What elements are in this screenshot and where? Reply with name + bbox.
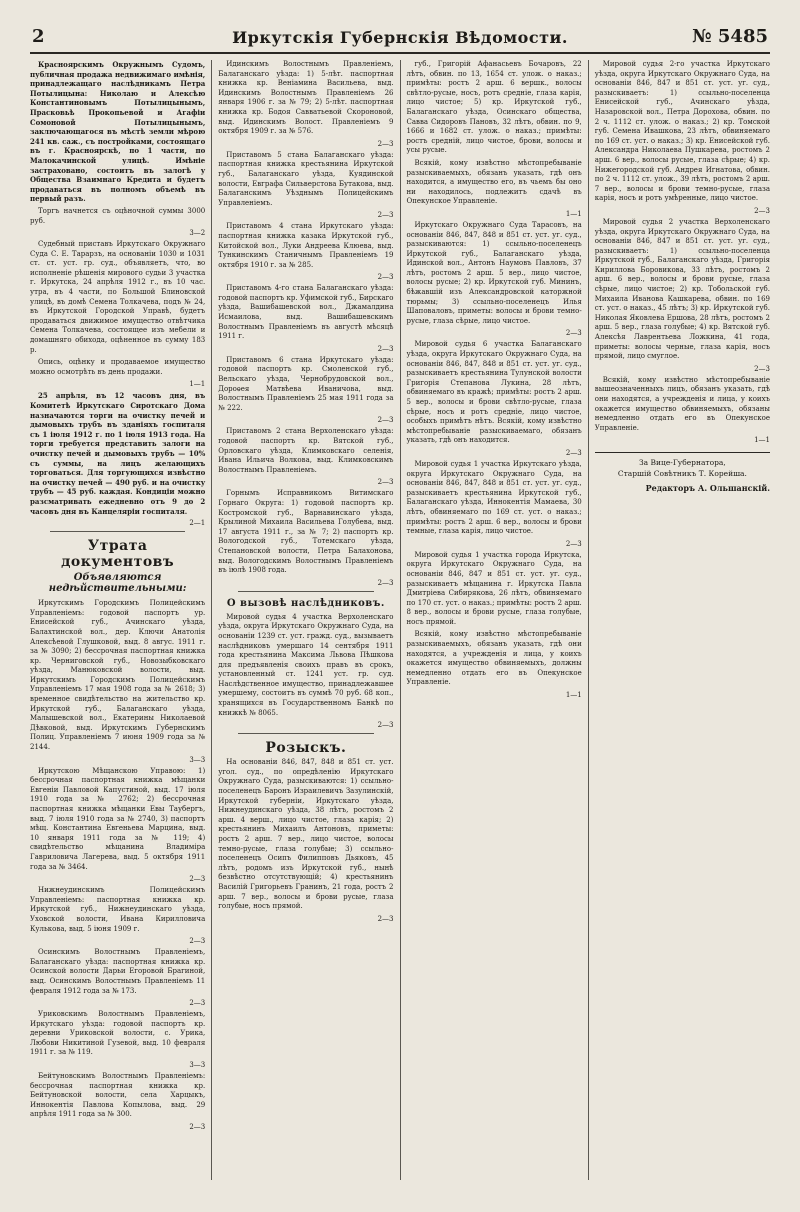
- notice-lost-document: Приставомъ 6 стана Иркутскаго уѣзда: годовой паспортъ кр. Смоленской губ., Вельскаго уѣзда, Чернобрудовской вол., Дороѳея Матвѣева Иваничова, выд. Волостнымъ Правленіемъ 25 мая 1911 года за № 222.: [218, 355, 394, 412]
- separator: 3—3: [189, 755, 206, 764]
- separator: 3—3: [189, 1061, 206, 1070]
- notice-court: Мировой судья 1 участка Иркутскаго уѣзда, округа Иркутскаго Окружнаго Суда, на основаніи 846, 847, 848 и 851 ст. уст. уг. суд., разыскиваетъ крестьянина Иркутской губ., Балаганскаго уѣзда, Иннокентія Мамаева, 30 лѣтъ, обвиняемаго по 169 ст. уст. о наказ.; примѣты: ростъ 2 арш. 6 вер., волосы и брови темные, глаза карія, лицо чистое.: [406, 459, 582, 536]
- column-3: [400, 60, 588, 1180]
- separator: 2—1: [189, 519, 206, 528]
- notice-lost-document: Бейтуновскимъ Волостнымъ Правленіемъ: бессрочная паспортная книжка кр. Бейтуновской волости, села Харцыкъ, Иннокентія Павлова Копылова, выд. 29 апрѣля 1911 года за № 300.: [30, 1072, 206, 1119]
- notice-auction-start: Торгъ начнется съ оцѣночной суммы 3000 руб.: [30, 206, 206, 225]
- separator: 1—1: [754, 436, 770, 445]
- columns: [30, 60, 770, 1180]
- divider: [50, 531, 185, 532]
- separator: 2—3: [189, 937, 206, 946]
- notice-lost-document: Осинскимъ Волостнымъ Правленіемъ, Балаганскаго уѣзда: паспортная книжка кр. Осинской волости Дарьи Егоровой Брагиной, выд. Осинскимъ Волостнымъ Правленіемъ 11 февраля 1912 года за № 173.: [30, 948, 206, 995]
- notice-lost-document: Иркутскимъ Городскимъ Полицейскимъ Управленіемъ: годовой паспортъ ур. Енисейской губ., Ачинскаго уѣзда, Балахтинской вол., дер. Ключи Анатолія Алексѣевой Глушковой, выд. 8 авгус. 1911 г. за № 3090; 2) бессрочная паспортная книжка кр. Черниговской губ., Новозыбковскаго уѣзда, Манюковской волости, выд. Иркутскимъ Городскимъ Полицейскимъ Управленіемъ 17 мая 1908 года за № 2618; 3) временное свидѣтельство на жительство кр. Иркутской губ., Балаганскаго уѣзда, Малышевской вол., Екатерины Николаевой Дѣвковой, выд. Иркутскимъ Губернскимъ Полиц. Управленіемъ 7 июня 1909 года за № 2144.: [30, 599, 206, 752]
- divider: [238, 591, 373, 592]
- signoff-line: За Вице-Губернатора,: [638, 458, 726, 468]
- notice-heirs: Мировой судья 4 участка Верхоленскаго уѣзда, округа Иркутскаго Окружнаго Суда, на основаніи 1239 ст. уст. гражд. суд., вызываетъ наслѣдниковъ умершаго 14 сентября 1911 года крестьянина Максима Львова Пѣшкова для предъявленія своихъ правъ въ срокъ, установленный ст. 1241 уст. гр. суд. Наслѣдственное имущество, принадлежавшее умершему, состоитъ въ суммѣ 70 руб. 68 коп., хранящихся въ Государственномъ Банкѣ по книжкѣ № 8065.: [218, 612, 394, 717]
- signoff-line: Старшій Совѣтникъ Т. Корейша.: [617, 469, 747, 479]
- notice-bailiff-note: Опись, оцѣнку и продаваемое имущество можно осмотрѣть въ день продажи.: [30, 358, 206, 376]
- notice-wanted: На основаніи 846, 847, 848 и 851 ст. уст. угол. суд., по опредѣленію Иркутскаго Окружнаго Суда, разыскиваются: 1) ссыльно-поселенецъ Баронъ Израилевичъ Зазулинскій, Иркутской губерніи, Иркутскаго уѣзда, Нижнеудинскаго уѣзда, 38 лѣтъ, ростомъ 2 арш. 4 верш., лицо чистое, глаза карія; 2) крестьянинъ Михаилъ Антоновъ, приметы: ростъ 2 арш. 7 вер., лицо чистое, волосы темно-русые, глаза голубые; 3) ссыльно-поселенецъ Осипъ Филипповъ Дьяковъ, 45 лѣтъ, родомъ изъ Иркутской губ., нынѣ безвѣстно отсутствующій; 4) крестьянинъ Василій Григорьевъ Гранинъ, 21 года, ростъ 2 арш. 7 вер., волосы и брови русые, глаза голубые, носъ прямой.: [218, 758, 394, 911]
- separator: 2—3: [377, 211, 394, 220]
- separator: 2—3: [189, 1123, 206, 1132]
- separator: 2—3: [565, 329, 582, 338]
- signoff: [595, 452, 770, 479]
- section-title-lost-documents: Утрата документовъ: [61, 538, 175, 571]
- column-4: [588, 60, 770, 1180]
- separator: 2—3: [377, 914, 394, 923]
- notice-lost-document: Уриковскимъ Волостнымъ Правленіемъ, Иркутскаго уѣзда: годовой паспортъ кр. деревни Уриковской волости, с. Урика, Любови Никитиной Гузевой, выд. 10 февраля 1911 г. за № 119.: [30, 1010, 206, 1057]
- editor-line: Редакторъ А. Ольшанскій.: [645, 483, 770, 494]
- separator: 1—1: [189, 380, 206, 389]
- notice-auction-court: Красноярскимъ Окружнымъ Судомъ, публичная продажа недвижимаго имѣнія, принадлежащаго наслѣдникамъ Петра Потылицына: Николаю и Алексѣю Константиновымъ Потылицынымъ, Прасковьѣ Прокопьевой и Агафіи Сомоновой Потылицынымъ, заключающагося въ мѣстѣ земли мѣрою 241 кв. саж., съ постройками, состоящаго въ г. Красноярскѣ, по 1 части, по Малокачинской улицѣ. Имѣніе застраховано, состоитъ въ залогѣ у Общества Взаимнаго Кредита и будетъ продаваться въ полномъ объемѣ въ первый разъ.: [30, 60, 206, 204]
- separator: 1—1: [565, 691, 582, 700]
- separator: 2—3: [189, 875, 206, 884]
- separator: 2—3: [377, 139, 394, 148]
- notice-bailiff-auction: Судебный приставъ Иркутскаго Окружнаго Суда С. Е. Тарарзъ, на основаніи 1030 и 1031 ст. ст. уст. гр. суд., объявляетъ, что, во исполненіе рѣшенія мирового судьи 3 участка г. Иркутска, 24 апрѣля 1912 г., въ 10 час. утра, въ 4 части, по Большой Блиновской улицѣ, въ домѣ Семена Толкачева, подъ № 24, въ Иркутской Городской Управѣ, будетъ продаваться движимое имущество отвѣтчика Семена Толкачева, состоящее изъ мебели и домашняго обихода, оцѣненное въ сумму 183 р.: [30, 240, 206, 354]
- separator: 1—1: [565, 209, 582, 218]
- page-number: 2: [32, 26, 45, 47]
- section-title-heirs: О вызовѣ наслѣдниковъ.: [226, 597, 385, 609]
- notice-lost-document: Горнымъ Исправникомъ Витимскаго Горнаго Округа: 1) годовой паспортъ кр. Костромской губ., Варнавинскаго уѣзда, Крылиной Михаила Васильева Голубева, выд. 17 августа 1911 г., за № 7; 2) паспортъ кр. Вологодской губ., Тотемскаго уѣзда, Степановской волости, Петра Балахонова, выд. Вологодскимъ Волостнымъ Правленіемъ въ іюлѣ 1908 года.: [218, 489, 394, 575]
- separator: 2—3: [189, 999, 206, 1008]
- separator: 2—3: [565, 448, 582, 457]
- separator: 2—3: [377, 344, 394, 353]
- notice-court: Всякій, кому извѣстно мѣстопребываніе вышеозначенныхъ лицъ, обязанъ указать, гдѣ они находятся, а учрежденія и лица, у коихъ окажется имущество обвиняемыхъ, обязаны немедленно отдать его въ Опекунское Управленіе.: [594, 375, 770, 432]
- notice-court: Мировой судья 1 участка города Иркутска, округа Иркутскаго Окружнаго Суда, на основаніи 846, 847 и 851 ст. уст. уг. суд., разыскиваетъ мѣщанина г. Иркутска Павла Дмитріева Сибирякова, 26 лѣтъ, обвиняемаго по 170 ст. уст. о наказ.; примѣты: ростъ 2 арш. 8 вер., волосы и брови русые, глаза голубые, носъ прямой.: [406, 550, 582, 626]
- notice-lost-document: Идинскимъ Волостнымъ Правленіемъ, Балаганскаго уѣзда: 1) 5-лѣт. паспортная книжка кр. Веніамина Васильева, выд. Идинскимъ Волостнымъ Правленіемъ 26 января 1906 г. за № 79; 2) 5-лѣт. паспортная книжка кр. Бодоя Савватьевой Скороновой, выд. Идинскимъ Волост. Правленіемъ 9 октября 1909 г. за № 576.: [218, 60, 394, 136]
- masthead: [30, 26, 770, 54]
- separator: 2—3: [377, 273, 394, 282]
- notice-lost-document: Иркутскою Мѣщанскою Управою: 1) бессрочная паспортная книжка мѣщанки Евгеніи Павловой Капустиной, выд. 17 іюля 1910 года за № 2762; 2) бессрочная паспортная книжка мѣщанки Евы Таубергъ, выд. 7 іюля 1910 года за № 2740, 3) паспортъ мѣщ. Константина Евгеньева Марцина, выд. 10 января 1911 года за № 119; 4) свидѣтельство мѣщанина Владиміра Гавриловича Лагерева, выд. 5 октября 1911 года за № 3464.: [30, 766, 206, 871]
- separator: 2—3: [754, 364, 770, 373]
- separator: 2—3: [377, 578, 394, 587]
- notice-lost-document: Приставомъ 4-го стана Балаганскаго уѣзда: годовой паспортъ кр. Уфимской губ., Бирскаго уѣзда, Вашибашевской вол., Джамалдина Исмаилова, выд. Вашибашевскимъ Волостнымъ Правленіемъ въ августѣ мѣсяцѣ 1911 г.: [218, 284, 394, 341]
- issue-number: № 5485: [692, 26, 768, 47]
- notice-lost-document: Нижнеудинскимъ Полицейскимъ Управленіемъ: паспортная книжка кр. Иркутской губ., Нижнеудинскаго уѣзда, Уховской волости, Ивана Кирилловича Кулькова, выд. 5 іюня 1909 г.: [30, 886, 206, 933]
- column-2: [211, 60, 399, 1180]
- newspaper-title: Иркутскія Губернскія Вѣдомости.: [232, 28, 568, 47]
- separator: 2—3: [377, 416, 394, 425]
- notice-lost-document: Приставомъ 4 стана Иркутскаго уѣзда: паспортная книжка казака Иркутской губ., Китойской вол., Луки Андреева Клюева, выд. Тункинскимъ Станичнымъ Правленіемъ 19 октября 1910 г. за № 285.: [218, 222, 394, 269]
- divider: [238, 733, 373, 734]
- separator: 3—2: [189, 229, 206, 238]
- notice-court: Мировой судья 6 участка Балаганскаго уѣзда, округа Иркутскаго Окружнаго Суда, на основаніи 846, 847, 848 и 851 ст. уст. уг. суд., разыскиваетъ крестьянина Тулунской волости Григорія Степанова Лукина, 28 лѣтъ, обвиняемаго въ кражѣ; примѣты: ростъ 2 арш. 5 вер., волосы и брови свѣтло-русые, глаза сѣрые, носъ и ротъ средніе, лицо чистое, особыхъ примѣтъ нѣтъ. Всякій, кому извѣстно мѣстопребываніе разыскиваемаго, обязанъ указать, гдѣ онъ находится.: [406, 340, 582, 445]
- notice-court: Всякій, кому извѣстно мѣстопребываніе разыскиваемыхъ, обязанъ указать, гдѣ онъ находится, а имущество его, въ чьемъ бы оно ни находилось, подлежитъ сдачѣ въ Опекунское Управленіе.: [406, 158, 582, 206]
- notice-orphan-auction: 25 апрѣля, въ 12 часовъ дня, въ Комитетѣ Иркутскаго Сиротскаго Дома назначаются торги на очистку печей и дымовыхъ трубъ въ зданіяхъ госпиталя съ 1 іюля 1912 г. по 1 іюля 1913 года. На торги требуется представить залоги на очистку печей и дымовыхъ трубъ — 10% съ суммы, на лицъ желающихъ торговаться. Для торгующихся извѣстно на очистку печей — 490 руб. и на очистку трубъ — 45 руб. каждая. Кондиціи можно разсматривать ежедневно отъ 9 до 2 часовъ дня въ Канцеляріи госпиталя.: [30, 391, 206, 516]
- section-subtitle-lost-documents: Объявляются недѣйствительными:: [48, 572, 187, 595]
- separator: 2—3: [754, 206, 770, 215]
- separator: 2—3: [377, 721, 394, 730]
- notice-court: Всякій, кому извѣстно мѣстопребываніе разыскиваемыхъ, обязанъ указать, гдѣ они находятся, а учрежденія и лица, у коихъ окажется имущество обвиняемыхъ, должны немедленно отдать его въ Опекунское Управленіе.: [406, 630, 582, 687]
- notice-court: Мировой судья 2-го участка Иркутскаго уѣзда, округа Иркутскаго Окружнаго Суда, на основаніи 846, 847 и 851 ст. уст. уг. суд., разыскиваетъ: 1) ссыльно-поселенца Енисейской губ., Ачинскаго уѣзда, Назаровской вол., Петра Дорохова, обвин. по 2 ч. 1112 ст. улож. о наказ.; 2) кр. Томской губ. Семена Ивашкова, 23 лѣтъ, обвиняемаго по 169 ст. уст. о наказ.; 3) кр. Енисейской губ. Александра Николаева Пушкарева, ростомъ 2 арш. 6 вер., волосы русые, глаза сѣрые; 4) кр. Нижегородской губ. Андрея Игнатова, обвин. по 2 ч. 1112 ст. улож., 39 лѣтъ, ростомъ 2 арш. 7 вер., волосы и брови темно-русые, глаза карія, носъ и ротъ умѣренные, лицо чистое.: [594, 60, 770, 203]
- column-1: [30, 60, 211, 1180]
- notice-court: губ., Григорій Афанасьевъ Бочаровъ, 22 лѣтъ, обвин. по 13, 1654 ст. улож. о наказ.; примѣты: ростъ 2 арш. 6 вершк., волосы свѣтло-русые, носъ, ротъ средніе, глаза карія, лицо чистое; 5) кр. Иркутской губ., Балаганскаго уѣзда, Осинскаго общества, Савва Сидоровъ Пановъ, 32 лѣтъ, обвин. по 9, 1666 и 1682 ст. улож. о наказ.; примѣты: ростъ средній, лицо чистое, брови, волосы и усы русые.: [406, 60, 582, 155]
- notice-lost-document: Приставомъ 5 стана Балаганскаго уѣзда: паспортная книжка крестьянина Иркутской губ., Балаганскаго уѣзда, Куядинской волости, Евграфа Сильверстова Бутакова, выд. Балаганскимъ Уѣзднымъ Полицейскимъ Управленіемъ.: [218, 150, 394, 207]
- notice-court: Мировой судья 2 участка Верхоленскаго уѣзда, округа Иркутскаго Окружнаго Суда, на основаніи 846, 847 и 851 ст. уст. уг. суд., разыскиваетъ: 1) ссыльно-поселенца Иркутской губ., Балаганскаго уѣзда, Григорія Кириллова Боровикова, 33 лѣтъ, ростомъ 2 арш. 6 вер., волосы и брови русые, глаза сѣрые, лицо чистое; 2) кр. Тобольской губ. Михаила Иванова Кашкарева, обвин. по 169 ст. уст. о наказ., 45 лѣтъ; 3) кр. Иркутской губ. Николая Яковлева Ершова, 28 лѣтъ, ростомъ 2 арш. 5 вер., глаза голубые; 4) кр. Вятской губ. Алексѣя Лаврентьева Ложкина, 41 года, приметы: волосы черные, глаза карія, носъ прямой, лицо смуглое.: [594, 217, 770, 361]
- notice-lost-document: Приставомъ 2 стана Верхоленскаго уѣзда: годовой паспортъ кр. Вятской губ., Орловскаго уѣзда, Климковскаго селенія, Ивана Ильича Волкова, выд. Климковскимъ Волостнымъ Правленіемъ.: [218, 427, 394, 474]
- notice-court: Иркутскаго Окружнаго Суда Тарасовъ, на основаніи 846, 847, 848 и 851 ст. уст. уг. суд., разыскиваются: 1) ссыльно-поселенецъ Иркутской губ., Балаганскаго уѣзда, Идинской вол., Антонъ Наумовъ Павловъ, 37 лѣтъ, ростомъ 2 арш. 5 вер., лицо чистое, волосы русые; 2) кр. Иркутской губ. Мининъ, бѣжавшій изъ Александровской каторжной тюрьмы; 3) ссыльно-поселенецъ Илья Шаповаловъ, приметы: волосы и брови темно-русые, глаза сѣрые, лицо чистое.: [406, 220, 582, 325]
- separator: 2—3: [565, 539, 582, 548]
- section-title-wanted: Розыскъ.: [265, 740, 347, 757]
- separator: 2—3: [377, 478, 394, 487]
